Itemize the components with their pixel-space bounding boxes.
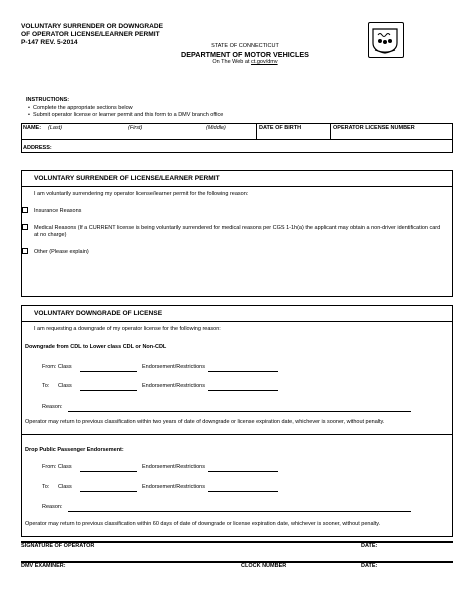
cdl-to-endorse-label: Endorsement/Restrictions [142,383,205,389]
cdl-heading: Downgrade from CDL to Lower class CDL or Non-CDL [25,344,167,350]
passenger-note: Operator may return to previous classification within 60 days of date of downgrade or license expiration date, whichever is sooner, without penalty. [25,521,381,527]
cdl-from-label: From: Class [42,364,72,370]
clock-number-field[interactable]: CLOCK NUMBER [241,563,287,569]
passenger-to-endorse-label: Endorsement/Restrictions [142,484,205,490]
passenger-to-label: To: [42,484,50,490]
cdl-note: Operator may return to previous classification within two years of date of downgrade or license expiration date, whichever is sooner, without penalty. [25,419,385,425]
identity-divider [256,123,257,139]
passenger-from-endorse-field[interactable] [208,471,278,472]
form-title-line1: VOLUNTARY SURRENDER OR DOWNGRADE [21,23,164,30]
cdl-to-class-field[interactable] [80,390,137,391]
passenger-from-endorse-label: Endorsement/Restrictions [142,464,205,470]
downgrade-intro: I am requesting a downgrade of my operator license for the following reason: [34,326,221,332]
address-field[interactable]: ADDRESS: [23,145,52,151]
section-divider [22,186,452,187]
passenger-heading: Drop Public Passenger Endorsement: [25,447,124,453]
medical-checkbox[interactable] [22,224,28,230]
section-divider [22,321,452,322]
examiner-field[interactable]: DMV EXAMINER: [21,563,66,569]
examiner-date-field[interactable]: DATE: [361,563,378,569]
insurance-checkbox[interactable] [22,207,28,213]
dob-field[interactable]: DATE OF BIRTH [259,125,302,131]
instruction-item: • Submit operator license or learner permit and this form to a DMV branch office [28,112,224,118]
other-label: Other (Please explain) [34,249,89,255]
passenger-from-class-field[interactable] [80,471,137,472]
cdl-from-endorse-field[interactable] [208,371,278,372]
surrender-title: VOLUNTARY SURRENDER OF LICENSE/LEARNER PERMIT [34,175,220,182]
passenger-from-label: From: Class [42,464,72,470]
first-name-field[interactable]: (First) [128,125,143,131]
form-title-line2: OF OPERATOR LICENSE/LEARNER PERMIT [21,31,160,38]
cdl-reason-label: Reason: [42,404,63,410]
last-name-field[interactable]: (Last) [48,125,63,131]
passenger-to-class-label: Class [58,484,72,490]
instructions-heading: INSTRUCTIONS: [26,97,70,103]
state-seal-icon [368,22,404,58]
cdl-from-class-field[interactable] [80,371,137,372]
cdl-to-endorse-field[interactable] [208,390,278,391]
passenger-reason-label: Reason: [42,504,63,510]
cdl-to-label: To: [42,383,50,389]
cdl-to-class-label: Class [58,383,72,389]
medical-label: Medical Reasons (If a CURRENT license is being voluntarily surrendered for medical reasons per CGS 1-1h(a) the applicant may obtain a non-driver identification card at no charge) [34,225,441,238]
license-number-field[interactable]: OPERATOR LICENSE NUMBER [333,125,415,131]
web-prefix: On The Web at [212,59,252,65]
identity-divider [330,123,331,139]
signature-rule [21,561,453,563]
surrender-section [21,170,453,297]
web-link[interactable]: ct.gov/dmv [251,59,278,65]
other-checkbox[interactable] [22,248,28,254]
passenger-to-class-field[interactable] [80,491,137,492]
web-line [130,59,360,65]
passenger-to-endorse-field[interactable] [208,491,278,492]
form-number: P-147 REV. 5-2014 [21,39,78,46]
state-name: STATE OF CONNECTICUT [211,43,279,49]
name-label: NAME: [23,125,42,131]
insurance-label: Insurance Reasons [34,208,82,214]
instruction-item: • Complete the appropriate sections below [28,105,133,111]
operator-date-field[interactable]: DATE: [361,543,378,549]
middle-name-field[interactable]: (Middle) [206,125,226,131]
operator-signature-field[interactable]: SIGNATURE OF OPERATOR [21,543,95,549]
surrender-intro: I am voluntarily surrendering my operator license/learner permit for the following reason: [34,191,249,197]
department-name: DEPARTMENT OF MOTOR VEHICLES [181,50,309,59]
cdl-from-endorse-label: Endorsement/Restrictions [142,364,205,370]
downgrade-title: VOLUNTARY DOWNGRADE OF LICENSE [34,310,163,317]
cdl-reason-field[interactable] [68,411,411,412]
downgrade-section [21,305,453,537]
identity-divider [21,139,453,140]
passenger-reason-field[interactable] [68,511,411,512]
section-divider [22,434,452,435]
